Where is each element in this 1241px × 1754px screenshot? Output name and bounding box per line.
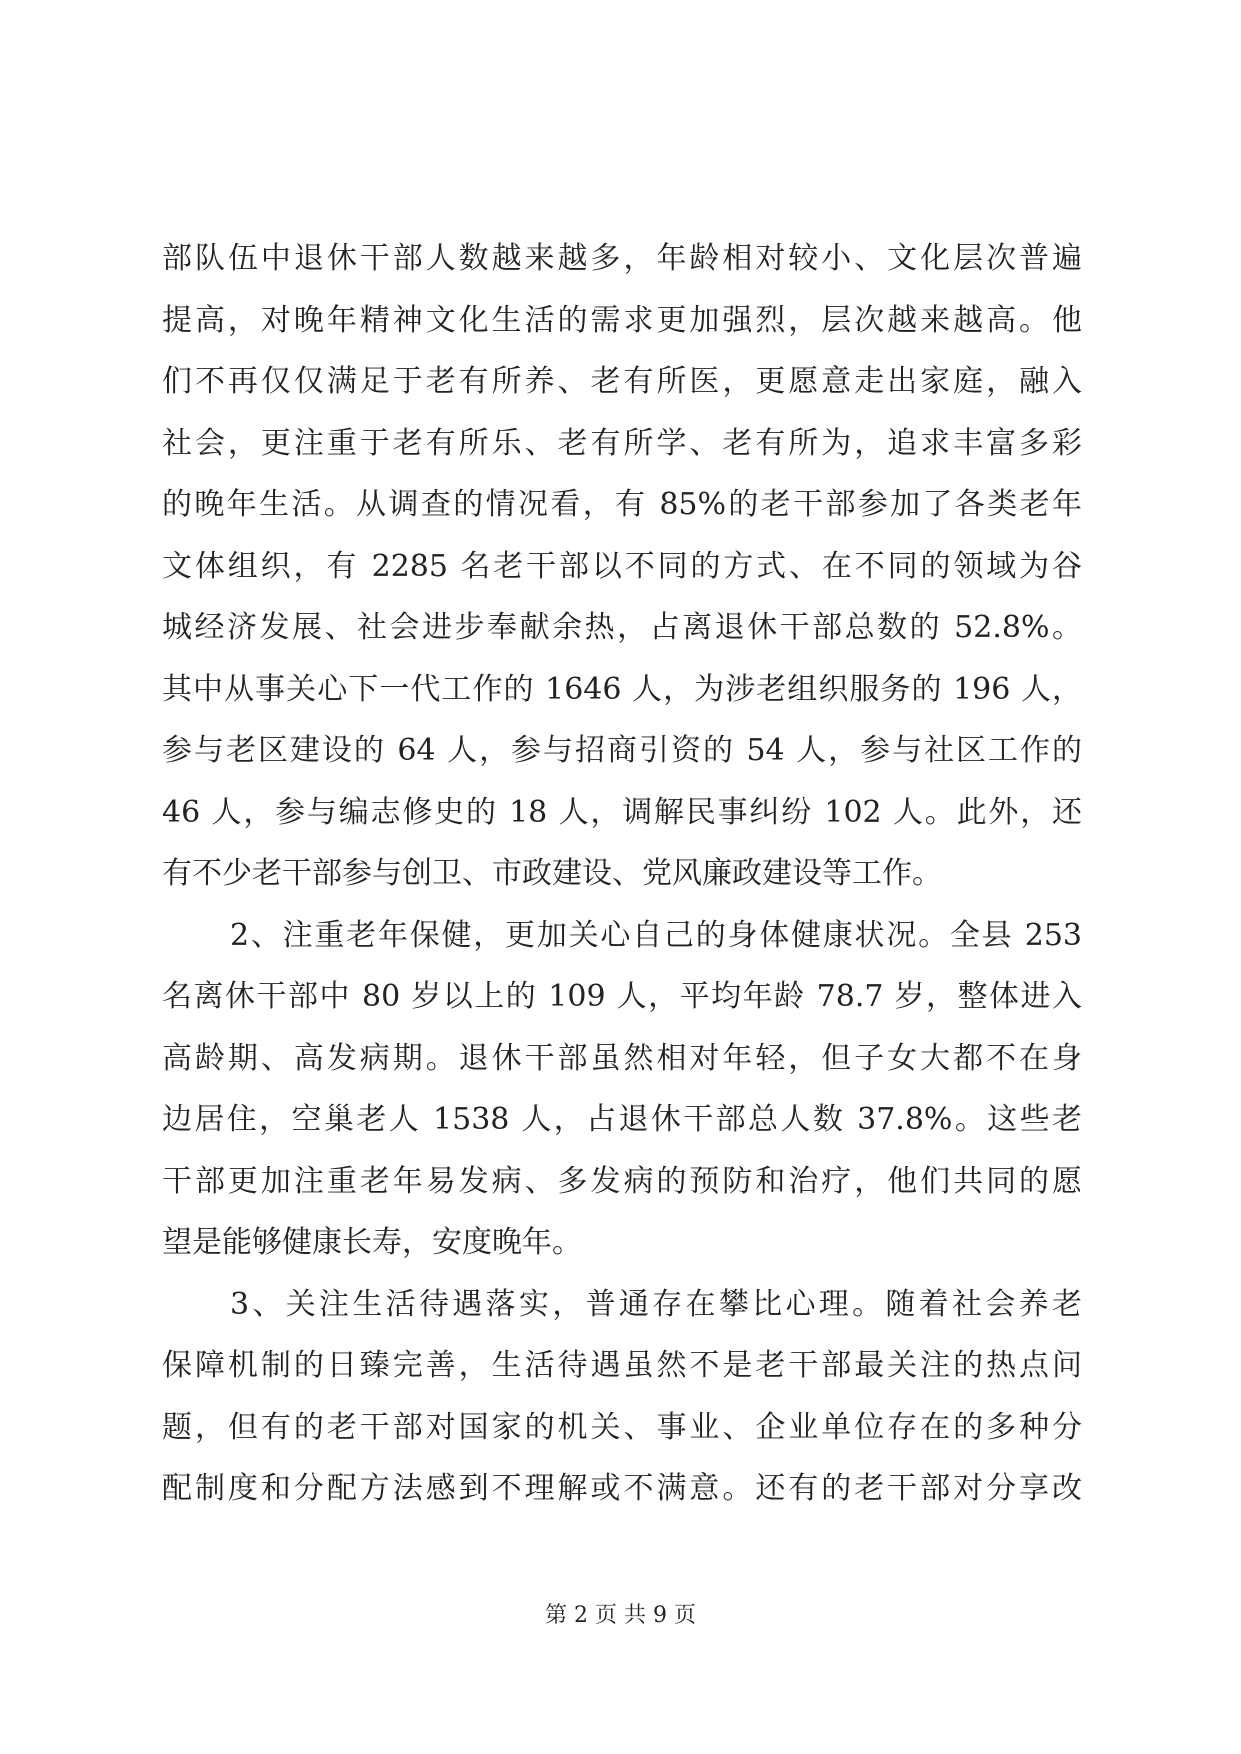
body-text [162,228,1082,1520]
paragraph [162,905,1082,1274]
page-footer: 第 2 页 共 9 页 [545,1603,696,1628]
text-line: 保障机制的日臻完善，生活待遇虽然不是老干部最关注的热点问 [162,1348,1082,1383]
text-line: 们不再仅仅满足于老有所养、老有所医，更愿意走出家庭，融入 [162,364,1082,399]
paragraph [162,228,1082,905]
text-line: 2、注重老年保健，更加关心自己的身体健康状况。全县 253 [230,917,1082,953]
text-line: 文体组织，有 2285 名老干部以不同的方式、在不同的领域为谷 [162,548,1082,584]
text-line: 干部更加注重老年易发病、多发病的预防和治疗，他们共同的愿 [162,1163,1082,1199]
text-line: 3、关注生活待遇落实，普通存在攀比心理。随着社会养老 [230,1286,1082,1322]
text-line: 提高，对晚年精神文化生活的需求更加强烈，层次越来越高。他 [162,302,1082,338]
text-line: 有不少老干部参与创卫、市政建设、党风廉政建设等工作。 [162,856,942,891]
text-line: 参与老区建设的 64 人，参与招商引资的 54 人，参与社区工作的 [162,733,1082,768]
text-line: 的晚年生活。从调查的情况看，有 85%的老干部参加了各类老年 [162,487,1082,522]
text-line: 社会，更注重于老有所乐、老有所学、老有所为，追求丰富多彩 [162,425,1082,461]
text-line: 46 人，参与编志修史的 18 人，调解民事纠纷 102 人。此外，还 [162,794,1082,830]
paragraph [162,1274,1082,1520]
text-line: 部队伍中退休干部人数越来越多，年龄相对较小、文化层次普遍 [162,241,1082,276]
text-line: 名离休干部中 80 岁以上的 109 人，平均年龄 78.7 岁，整体进入 [162,979,1082,1014]
text-line: 题，但有的老干部对国家的机关、事业、企业单位存在的多种分 [162,1409,1082,1445]
text-line: 城经济发展、社会进步奉献余热，占离退休干部总数的 52.8%。 [162,610,1082,645]
text-line: 高龄期、高发病期。退休干部虽然相对年轻，但子女大都不在身 [162,1040,1082,1076]
text-line: 望是能够健康长寿，安度晚年。 [162,1225,582,1260]
text-line: 边居住，空巢老人 1538 人，占退休干部总人数 37.8%。这些老 [162,1102,1082,1137]
text-line: 配制度和分配方法感到不理解或不满意。还有的老干部对分享改 [162,1471,1082,1506]
text-line: 其中从事关心下一代工作的 1646 人，为涉老组织服务的 196 人， [162,671,1082,707]
